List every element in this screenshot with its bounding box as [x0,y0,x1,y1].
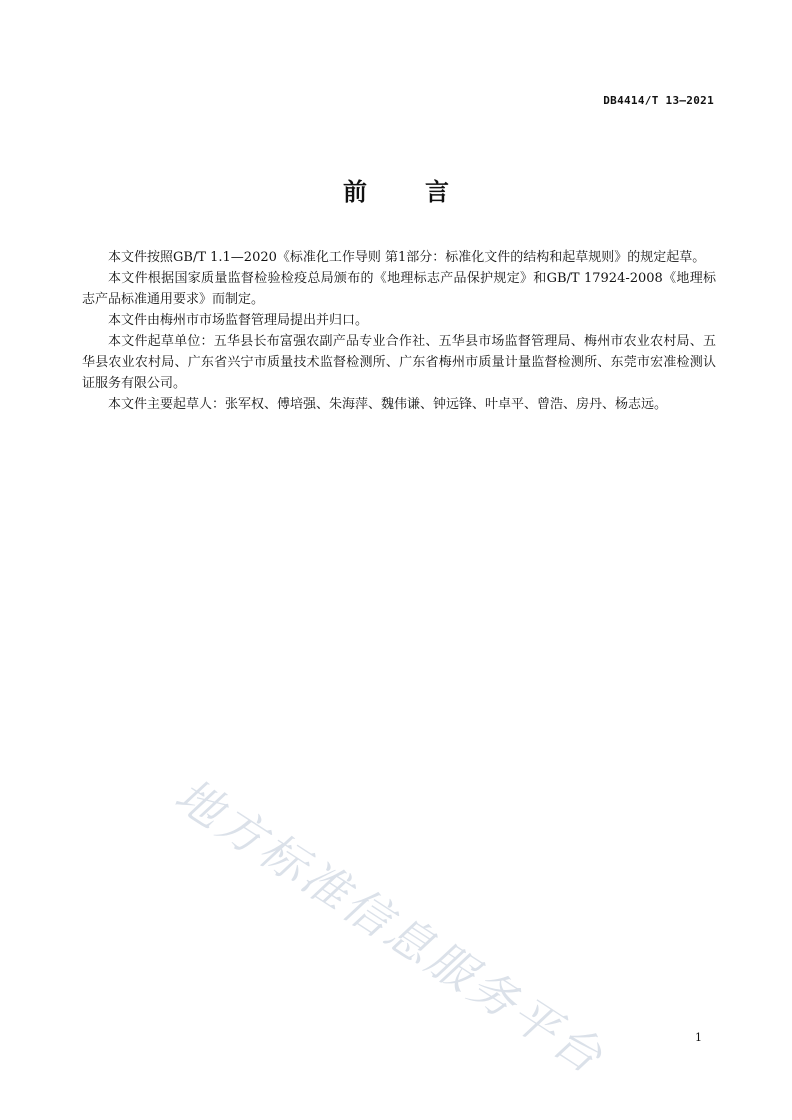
paragraph-drafting-basis: 本文件按照GB/T 1.1—2020《标准化工作导则 第1部分：标准化文件的结构和起草规则》的规定起草。 [108,250,706,265]
document-code: DB4414/T 13—2021 [603,94,714,107]
page-title: 前言 [343,178,507,206]
preface-body [82,247,716,415]
paragraph-formulation-basis: 本文件根据国家质量监督检验检疫总局颁布的《地理标志产品保护规定》和GB/T 17924-2008《地理标志产品标准通用要求》而制定。 [82,271,716,307]
paragraph-drafting-units: 本文件起草单位：五华县长布富强农副产品专业合作社、五华县市场监督管理局、梅州市农业农村局、五华县农业农村局、广东省兴宁市质量技术监督检测所、广东省梅州市质量计量监督检测所、东莞市宏准检测认证服务有限公司。 [82,334,716,391]
watermark: 地方标准信息服务平台 [165,767,615,1086]
paragraph-drafters: 本文件主要起草人：张军权、傅培强、朱海萍、魏伟谦、钟远锋、叶卓平、曾浩、房丹、杨志远。 [108,397,668,412]
page-number: 1 [695,1031,702,1044]
paragraph-proposer: 本文件由梅州市市场监督管理局提出并归口。 [108,313,369,328]
